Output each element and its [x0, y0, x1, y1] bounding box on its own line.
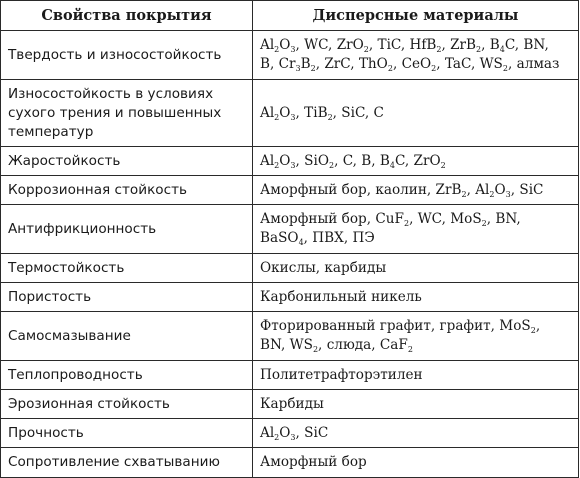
table-row [1, 205, 579, 254]
table-row [1, 80, 579, 147]
table-row [1, 448, 579, 478]
column-header-property: Свойства покрытия [1, 1, 253, 31]
property-cell: Антифрикционность [1, 205, 253, 254]
materials-cell: $Al_2O_3$, SiO$_2$, C, B, $B_4C$, ZrO$_2$ [253, 147, 579, 176]
table-row [1, 254, 579, 283]
table-row [1, 361, 579, 390]
property-cell: Коррозионная стойкость [1, 176, 253, 205]
materials-cell: Аморфный бор, каолин, ZrB$_2$, $Al_2O_3$, SiC [253, 176, 579, 205]
property-cell: Пористость [1, 283, 253, 312]
materials-cell: Окислы, карбиды [253, 254, 579, 283]
property-cell: Термостойкость [1, 254, 253, 283]
property-cell: Эрозионная стойкость [1, 390, 253, 419]
table-row [1, 312, 579, 361]
materials-cell: Аморфный бор, CuF$_2$, WC, MoS$_2$, BN, BaSO$_4$, ПВХ, ПЭ [253, 205, 579, 254]
materials-cell: $Al_2O_3$, SiC [253, 419, 579, 448]
materials-cell: Карбиды [253, 390, 579, 419]
column-header-materials: Дисперсные материалы [253, 1, 579, 31]
property-cell: Теплопроводность [1, 361, 253, 390]
table-row [1, 147, 579, 176]
table-row [1, 283, 579, 312]
property-cell: Твердость и износостойкость [1, 31, 253, 80]
materials-cell: Аморфный бор [253, 448, 579, 478]
table-row [1, 31, 579, 80]
materials-cell: $Al_2O_3$, TiB$_2$, SiC, C [253, 80, 579, 147]
property-cell: Самосмазывание [1, 312, 253, 361]
property-cell: Прочность [1, 419, 253, 448]
property-cell: Сопротивление схватыванию [1, 448, 253, 478]
property-cell: Жаростойкость [1, 147, 253, 176]
materials-cell: $Al_2O_3$, WC, ZrO$_2$, TiC, HfB$_2$, ZrB$_2$, $B_4C$, BN, B, $Cr_3B_2$, ZrC, ThO$_2$, CeO$_2$, TaC, $WS_2$, алмаз [253, 31, 579, 80]
materials-cell: Карбонильный никель [253, 283, 579, 312]
table-body [1, 31, 579, 478]
table-row [1, 176, 579, 205]
property-cell: Износостойкость в условиях сухого трения и повышенных температур [1, 80, 253, 147]
header-row [1, 1, 579, 31]
table-row [1, 419, 579, 448]
table-row [1, 390, 579, 419]
materials-cell: Политетрафторэтилен [253, 361, 579, 390]
materials-cell: Фторированный графит, графит, MoS$_2$, BN, $WS_2$, слюда, CaF$_2$ [253, 312, 579, 361]
